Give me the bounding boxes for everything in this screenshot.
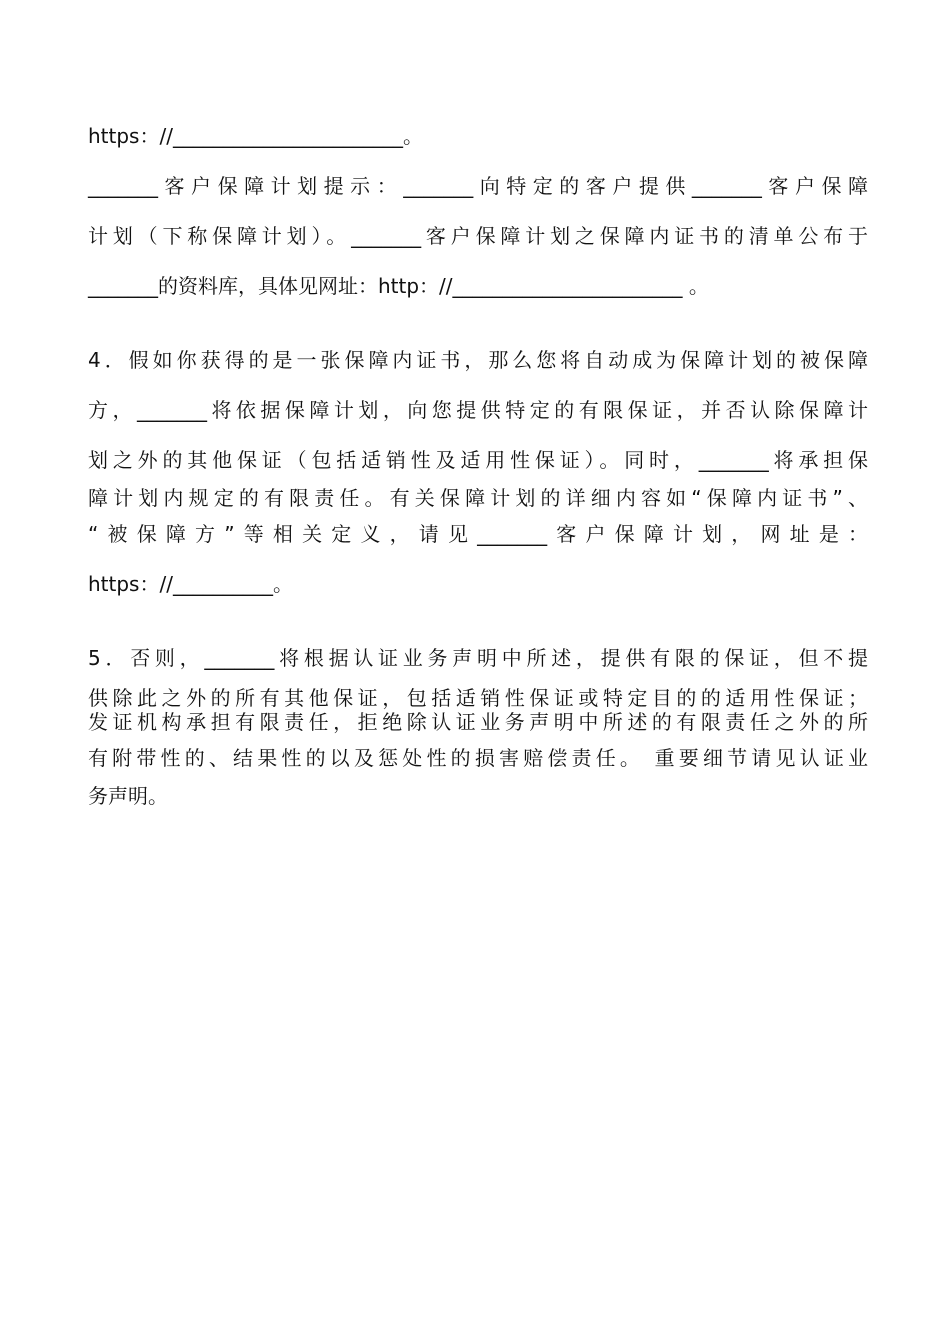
url-line-top: https：//_______________________。 bbox=[88, 124, 423, 148]
para4-line2: 方，_______将依据保障计划，向您提供特定的有限保证，并否认除保障计 bbox=[88, 398, 868, 422]
para5-line5: 务声明。 bbox=[88, 784, 168, 808]
para5-line2: 供除此之外的所有其他保证，包括适销性保证或特定目的的适用性保证； bbox=[88, 686, 868, 710]
document-page bbox=[88, 0, 868, 1344]
para4-line6: https：//__________。 bbox=[88, 572, 293, 596]
para4-line5: “被保障方”等相关定义，请见_______客户保障计划，网址是： bbox=[88, 522, 868, 546]
para3-line3: _______的资料库，具体见网址：http：//_______________________ 。 bbox=[88, 274, 709, 298]
para4-line4: 障计划内规定的有限责任。有关保障计划的详细内容如“保障内证书”、 bbox=[88, 486, 868, 510]
para3-line1: _______客户保障计划提示：_______向特定的客户提供_______客户保障 bbox=[88, 174, 868, 198]
para5-line3: 发证机构承担有限责任，拒绝除认证业务声明中所述的有限责任之外的所 bbox=[88, 710, 868, 734]
para5-line4: 有附带性的、结果性的以及惩处性的损害赔偿责任。 重要细节请见认证业 bbox=[88, 746, 868, 770]
para4-line1: 4．假如你获得的是一张保障内证书，那么您将自动成为保障计划的被保障 bbox=[88, 348, 868, 372]
para4-line3: 划之外的其他保证（包括适销性及适用性保证）。同时，_______将承担保 bbox=[88, 448, 868, 472]
para5-line1: 5．否则，_______将根据认证业务声明中所述，提供有限的保证，但不提 bbox=[88, 646, 868, 670]
para3-line2: 计划（下称保障计划）。_______客户保障计划之保障内证书的清单公布于 bbox=[88, 224, 868, 248]
